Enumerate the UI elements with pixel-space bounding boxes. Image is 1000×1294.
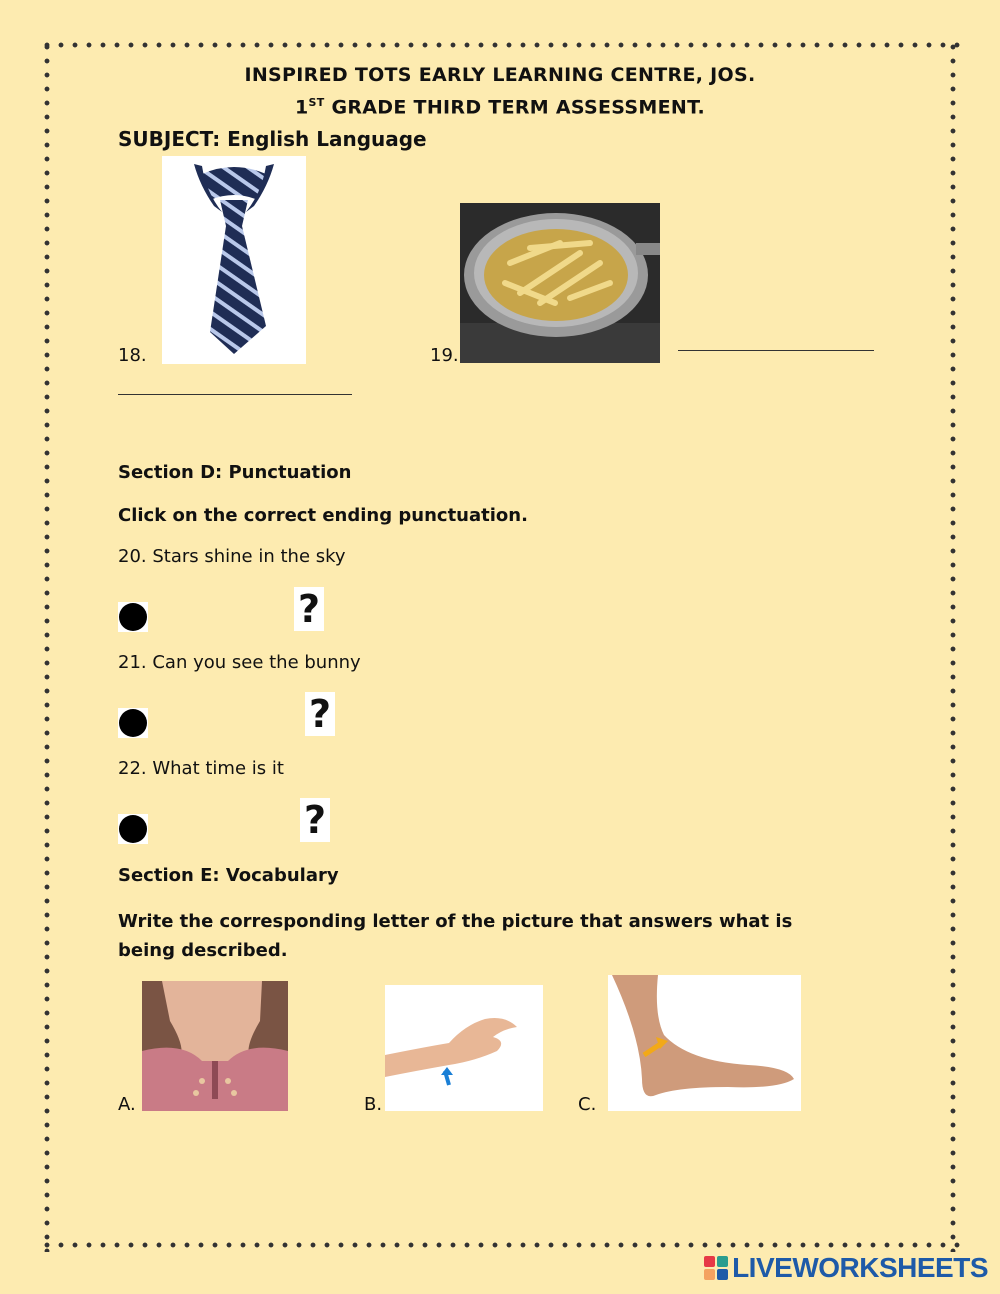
option-b-letter: B. [364, 1094, 383, 1115]
answer-line-18[interactable] [678, 350, 874, 351]
page-border-top [40, 40, 964, 50]
section-e-instruction: Write the corresponding letter of the picture that answers what is being described. [118, 911, 793, 961]
section-d-heading: Section D: Punctuation [118, 462, 352, 483]
neck-image [142, 981, 288, 1111]
period-option-20[interactable] [118, 602, 148, 632]
option-c-letter: C. [578, 1094, 597, 1115]
period-option-21[interactable] [118, 708, 148, 738]
school-name: INSPIRED TOTS EARLY LEARNING CENTRE, JOS. [244, 64, 756, 86]
period-option-22[interactable] [118, 814, 148, 844]
page-border-bottom [40, 1240, 964, 1250]
frying-pan-image [460, 203, 660, 363]
liveworksheets-logo [704, 1252, 988, 1284]
necktie-image [162, 156, 306, 364]
question-21: 21. Can you see the bunny [118, 652, 361, 673]
section-d-instruction: Click on the correct ending punctuation. [118, 505, 528, 526]
liveworksheets-brand: LIVEWORKSHEETS [732, 1252, 988, 1283]
ankle-image [608, 975, 801, 1111]
option-a-letter: A. [118, 1094, 136, 1115]
subject-label: SUBJECT: English Language [118, 127, 427, 151]
question-mark-option-20[interactable]: ? [294, 587, 324, 631]
liveworksheets-badge-icon [704, 1256, 728, 1280]
question-20: 20. Stars shine in the sky [118, 546, 346, 567]
question-mark-option-21[interactable]: ? [305, 692, 335, 736]
question-mark-option-22[interactable]: ? [300, 798, 330, 842]
question-22: 22. What time is it [118, 758, 284, 779]
page-border-right [948, 40, 958, 1252]
page-border-left [42, 40, 52, 1252]
item-19-number: 19. [430, 345, 459, 366]
section-e-heading: Section E: Vocabulary [118, 865, 339, 886]
item-18-number: 18. [118, 345, 147, 366]
assessment-title: 1ST GRADE THIRD TERM ASSESSMENT. [294, 96, 705, 119]
answer-line-19[interactable] [118, 394, 352, 395]
wrist-image [385, 985, 543, 1111]
